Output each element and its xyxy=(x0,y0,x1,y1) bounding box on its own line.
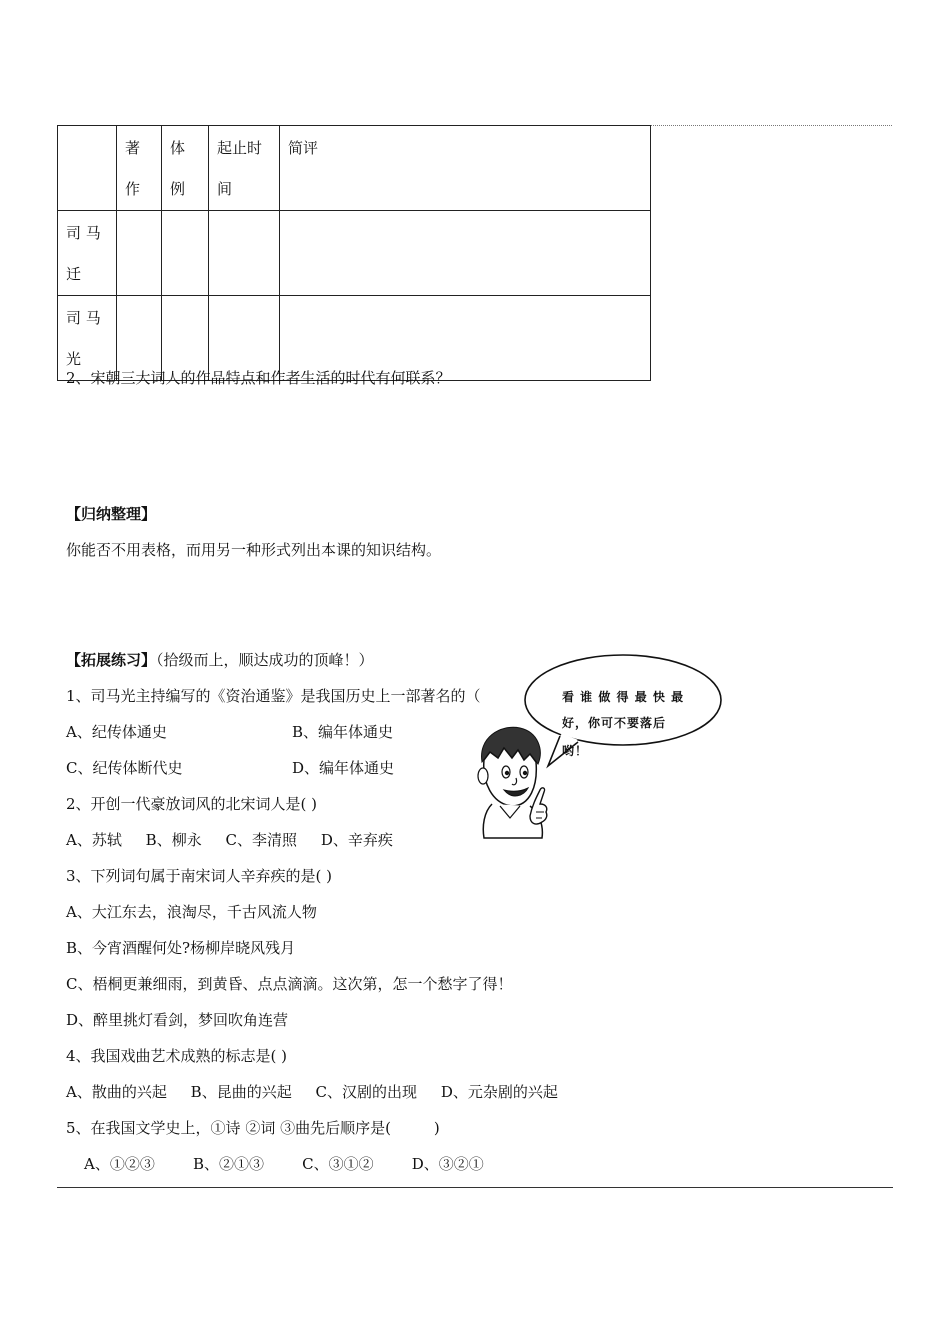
question-2-text: 2、宋朝三大词人的作品特点和作者生活的时代有何联系？ xyxy=(66,369,451,387)
row-name-cell: 司 马 迁 xyxy=(58,211,117,296)
table-cell xyxy=(280,211,651,296)
cartoon-boy-icon xyxy=(470,720,555,840)
table-row xyxy=(58,211,651,296)
q3-option-a: A、大江东去，浪淘尽，千古风流人物 xyxy=(66,903,317,921)
extension-subtitle: （拾级而上，顺达成功的顶峰！） xyxy=(156,651,374,669)
table-cell xyxy=(117,211,162,296)
comparison-table xyxy=(57,125,651,381)
q3-option-c: C、梧桐更兼细雨，到黄昏、点点滴滴。这次第，怎一个愁字了得！ xyxy=(66,975,513,993)
q5-options: A、①②③ B、②①③ C、③①② D、③②① xyxy=(84,1155,484,1173)
extension-heading: 【拓展练习】 xyxy=(66,651,157,669)
page-bottom-rule xyxy=(57,1187,893,1188)
dotted-rule xyxy=(648,125,892,126)
q2-text: 2、开创一代豪放词风的北宋词人是( ) xyxy=(66,795,318,813)
summary-heading: 【归纳整理】 xyxy=(66,505,157,523)
bubble-line-1: 看 谁 做 得 最 快 最 xyxy=(562,690,685,704)
q1-text: 1、司马光主持编写的《资治通鉴》是我国历史上一部著名的（ xyxy=(66,687,481,705)
q4-text: 4、我国戏曲艺术成熟的标志是( ) xyxy=(66,1047,288,1065)
row-name-cell: 司 马 光 xyxy=(58,296,117,381)
q4-options: A、散曲的兴起 B、昆曲的兴起 C、汉剧的出现 D、元杂剧的兴起 xyxy=(66,1083,558,1101)
header-cell-comment: 简评 xyxy=(280,126,651,211)
bubble-line-3: 哟！ xyxy=(562,744,589,758)
header-cell-work: 著 作 xyxy=(117,126,162,211)
q2-options: A、苏轼 B、柳永 C、李清照 D、辛弃疾 xyxy=(66,831,393,849)
q3-text: 3、下列词句属于南宋词人辛弃疾的是( ) xyxy=(66,867,333,885)
header-cell-style: 体 例 xyxy=(162,126,209,211)
q1-option-a: A、纪传体通史 xyxy=(66,723,167,741)
q1-option-c: C、纪传体断代史 xyxy=(66,759,183,777)
table-cell xyxy=(209,211,280,296)
extension-heading-line xyxy=(66,650,374,670)
table-header-row xyxy=(58,126,651,211)
q3-option-d: D、醉里挑灯看剑，梦回吹角连营 xyxy=(66,1011,289,1029)
q1-option-b: B、编年体通史 xyxy=(292,723,394,741)
q1-option-d: D、编年体通史 xyxy=(292,759,395,777)
header-cell-empty xyxy=(58,126,117,211)
summary-text: 你能否不用表格，而用另一种形式列出本课的知识结构。 xyxy=(66,541,442,559)
q5-text: 5、在我国文学史上，①诗 ②词 ③曲先后顺序是( ) xyxy=(66,1119,440,1137)
table-cell xyxy=(162,211,209,296)
header-cell-period: 起止时 间 xyxy=(209,126,280,211)
bubble-line-2: 好，你可不要落后 xyxy=(562,716,667,730)
q3-option-b: B、今宵酒醒何处?杨柳岸晓风残月 xyxy=(66,939,296,957)
